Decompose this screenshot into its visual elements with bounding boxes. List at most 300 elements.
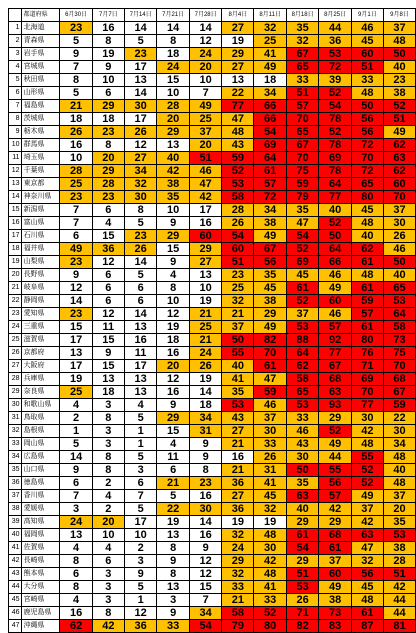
value-cell: 64	[286, 347, 319, 360]
value-cell: 5	[124, 412, 157, 425]
value-cell: 87	[351, 620, 383, 633]
prefecture-name: 神奈川県	[21, 191, 60, 204]
table-row	[9, 347, 416, 360]
value-cell: 61	[286, 282, 319, 295]
prefecture-name: 奈良県	[21, 386, 60, 399]
prefecture-name: 島根県	[21, 425, 60, 438]
value-cell: 52	[319, 87, 352, 100]
value-cell: 65	[286, 126, 319, 139]
value-cell: 81	[383, 620, 415, 633]
value-cell: 23	[124, 230, 157, 243]
table-row	[9, 581, 416, 594]
value-cell: 70	[383, 191, 415, 204]
value-cell: 73	[319, 607, 352, 620]
value-cell: 79	[222, 620, 254, 633]
value-cell: 49	[319, 282, 352, 295]
value-cell: 52	[222, 165, 254, 178]
table-row	[9, 360, 416, 373]
row-index: 30	[9, 399, 22, 412]
value-cell: 10	[157, 87, 190, 100]
value-cell: 15	[92, 230, 124, 243]
value-cell: 30	[124, 191, 157, 204]
value-cell: 35	[157, 191, 190, 204]
value-cell: 17	[124, 360, 157, 373]
value-cell: 22	[383, 412, 415, 425]
value-cell: 50	[351, 100, 383, 113]
value-cell: 29	[319, 516, 352, 529]
prefecture-name: 東京都	[21, 178, 60, 191]
value-cell: 52	[351, 477, 383, 490]
value-cell: 16	[60, 607, 93, 620]
value-cell: 3	[157, 594, 190, 607]
value-cell: 7	[189, 87, 222, 100]
value-cell: 54	[254, 126, 286, 139]
value-cell: 6	[60, 230, 93, 243]
value-cell: 52	[286, 295, 319, 308]
value-cell: 56	[254, 256, 286, 269]
value-cell: 8	[92, 607, 124, 620]
prefecture-name: 宮崎県	[21, 594, 60, 607]
value-cell: 30	[189, 503, 222, 516]
prefecture-name: 秋田県	[21, 74, 60, 87]
prefecture-name: 広島県	[21, 451, 60, 464]
row-index: 33	[9, 438, 22, 451]
value-cell: 5	[124, 503, 157, 516]
value-cell: 21	[222, 438, 254, 451]
value-cell: 4	[157, 269, 190, 282]
value-cell: 12	[92, 256, 124, 269]
value-cell: 30	[286, 451, 319, 464]
row-index: 12	[9, 165, 22, 178]
row-index: 21	[9, 282, 22, 295]
value-cell: 59	[383, 399, 415, 412]
value-cell: 26	[383, 230, 415, 243]
value-cell: 4	[92, 490, 124, 503]
table-row	[9, 191, 416, 204]
value-cell: 3	[92, 568, 124, 581]
value-cell: 54	[319, 100, 352, 113]
value-cell: 20	[157, 360, 190, 373]
value-cell: 62	[383, 139, 415, 152]
prefecture-name: 高知県	[21, 516, 60, 529]
prefecture-name: 石川県	[21, 230, 60, 243]
value-cell: 56	[351, 568, 383, 581]
value-cell: 34	[189, 412, 222, 425]
value-cell: 12	[189, 35, 222, 48]
value-cell: 42	[189, 191, 222, 204]
value-cell: 41	[254, 581, 286, 594]
value-cell: 54	[286, 230, 319, 243]
row-index: 16	[9, 217, 22, 230]
value-cell: 48	[351, 594, 383, 607]
row-index: 8	[9, 113, 22, 126]
value-cell: 1	[124, 425, 157, 438]
prefecture-name: 山梨県	[21, 256, 60, 269]
value-cell: 61	[254, 165, 286, 178]
value-cell: 77	[351, 399, 383, 412]
value-cell: 60	[351, 48, 383, 61]
row-index: 10	[9, 139, 22, 152]
table-row	[9, 607, 416, 620]
value-cell: 78	[319, 113, 352, 126]
value-cell: 67	[254, 243, 286, 256]
value-cell: 48	[351, 269, 383, 282]
value-cell: 19	[254, 516, 286, 529]
value-cell: 28	[60, 165, 93, 178]
prefecture-weekly-table	[8, 8, 416, 633]
value-cell: 24	[189, 347, 222, 360]
value-cell: 8	[157, 35, 190, 48]
value-cell: 40	[157, 152, 190, 165]
value-cell: 11	[157, 451, 190, 464]
value-cell: 27	[222, 490, 254, 503]
date-column-header: 8月11日	[254, 9, 286, 22]
value-cell: 16	[92, 22, 124, 35]
value-cell: 55	[319, 464, 352, 477]
value-cell: 13	[157, 581, 190, 594]
table-row	[9, 477, 416, 490]
value-cell: 6	[60, 477, 93, 490]
value-cell: 45	[351, 35, 383, 48]
value-cell: 27	[222, 61, 254, 74]
value-cell: 20	[189, 139, 222, 152]
value-cell: 42	[319, 503, 352, 516]
value-cell: 58	[286, 373, 319, 386]
value-cell: 18	[60, 113, 93, 126]
prefecture-name: 福井県	[21, 243, 60, 256]
value-cell: 18	[157, 48, 190, 61]
value-cell: 6	[124, 477, 157, 490]
row-index: 41	[9, 542, 22, 555]
header-row	[9, 9, 416, 22]
prefecture-name: 佐賀県	[21, 542, 60, 555]
value-cell: 19	[157, 321, 190, 334]
date-column-header: 7月7日	[92, 9, 124, 22]
value-cell: 8	[60, 555, 93, 568]
prefecture-name: 岩手県	[21, 48, 60, 61]
value-cell: 4	[92, 542, 124, 555]
value-cell: 53	[222, 399, 254, 412]
value-cell: 21	[157, 477, 190, 490]
value-cell: 7	[60, 490, 93, 503]
value-cell: 13	[92, 373, 124, 386]
value-cell: 77	[222, 100, 254, 113]
value-cell: 49	[351, 490, 383, 503]
value-cell: 4	[60, 399, 93, 412]
value-cell: 58	[222, 191, 254, 204]
value-cell: 61	[351, 256, 383, 269]
value-cell: 59	[222, 152, 254, 165]
value-cell: 43	[222, 139, 254, 152]
value-cell: 88	[286, 334, 319, 347]
value-cell: 47	[189, 178, 222, 191]
value-cell: 26	[286, 594, 319, 607]
row-index: 31	[9, 412, 22, 425]
prefecture-name: 兵庫県	[21, 373, 60, 386]
table-row	[9, 48, 416, 61]
value-cell: 57	[254, 178, 286, 191]
value-cell: 49	[319, 438, 352, 451]
table-row	[9, 438, 416, 451]
value-cell: 6	[92, 269, 124, 282]
row-index: 29	[9, 386, 22, 399]
value-cell: 35	[286, 204, 319, 217]
value-cell: 3	[60, 503, 93, 516]
value-cell: 53	[286, 581, 319, 594]
value-cell: 38	[319, 594, 352, 607]
table-row	[9, 321, 416, 334]
value-cell: 29	[319, 412, 352, 425]
table-row	[9, 87, 416, 100]
prefecture-name: 香川県	[21, 490, 60, 503]
value-cell: 1	[124, 438, 157, 451]
value-cell: 92	[319, 334, 352, 347]
value-cell: 53	[319, 48, 352, 61]
value-cell: 48	[383, 451, 415, 464]
value-cell: 1	[60, 425, 93, 438]
table-row	[9, 22, 416, 35]
value-cell: 27	[222, 425, 254, 438]
value-cell: 62	[351, 243, 383, 256]
value-cell: 18	[189, 399, 222, 412]
value-cell: 31	[189, 425, 222, 438]
value-cell: 61	[286, 529, 319, 542]
value-cell: 20	[383, 503, 415, 516]
value-cell: 3	[92, 399, 124, 412]
prefecture-table-container	[8, 8, 416, 633]
value-cell: 19	[60, 373, 93, 386]
value-cell: 19	[222, 516, 254, 529]
table-row	[9, 35, 416, 48]
table-row	[9, 100, 416, 113]
value-cell: 13	[189, 269, 222, 282]
value-cell: 82	[286, 620, 319, 633]
prefecture-name: 埼玉県	[21, 152, 60, 165]
value-cell: 12	[124, 139, 157, 152]
prefecture-name: 鳥取県	[21, 412, 60, 425]
value-cell: 7	[189, 594, 222, 607]
value-cell: 9	[189, 438, 222, 451]
value-cell: 23	[60, 22, 93, 35]
row-index: 15	[9, 204, 22, 217]
value-cell: 50	[222, 334, 254, 347]
value-cell: 30	[351, 412, 383, 425]
table-row	[9, 308, 416, 321]
value-cell: 10	[189, 282, 222, 295]
value-cell: 18	[92, 386, 124, 399]
value-cell: 8	[157, 282, 190, 295]
value-cell: 13	[222, 74, 254, 87]
value-cell: 6	[124, 282, 157, 295]
value-cell: 63	[383, 152, 415, 165]
value-cell: 48	[254, 568, 286, 581]
value-cell: 17	[60, 360, 93, 373]
value-cell: 69	[319, 152, 352, 165]
value-cell: 61	[351, 321, 383, 334]
value-cell: 14	[189, 386, 222, 399]
value-cell: 37	[254, 412, 286, 425]
table-row	[9, 139, 416, 152]
value-cell: 3	[92, 438, 124, 451]
value-cell: 37	[189, 126, 222, 139]
value-cell: 56	[319, 477, 352, 490]
value-cell: 23	[92, 126, 124, 139]
value-cell: 65	[286, 61, 319, 74]
prefecture-name: 静岡県	[21, 295, 60, 308]
value-cell: 40	[286, 503, 319, 516]
value-cell: 8	[92, 464, 124, 477]
value-cell: 42	[254, 555, 286, 568]
value-cell: 35	[222, 386, 254, 399]
table-row	[9, 386, 416, 399]
value-cell: 29	[222, 48, 254, 61]
prefecture-name: 福岡県	[21, 529, 60, 542]
value-cell: 14	[124, 308, 157, 321]
value-cell: 52	[383, 100, 415, 113]
table-row	[9, 373, 416, 386]
value-cell: 60	[189, 230, 222, 243]
value-cell: 8	[92, 412, 124, 425]
value-cell: 9	[157, 399, 190, 412]
value-cell: 2	[124, 542, 157, 555]
row-index: 9	[9, 126, 22, 139]
value-cell: 23	[383, 74, 415, 87]
value-cell: 80	[351, 334, 383, 347]
value-cell: 67	[319, 360, 352, 373]
value-cell: 35	[286, 477, 319, 490]
value-cell: 16	[222, 451, 254, 464]
value-cell: 54	[286, 542, 319, 555]
value-cell: 18	[254, 74, 286, 87]
value-cell: 33	[351, 74, 383, 87]
value-cell: 32	[254, 503, 286, 516]
value-cell: 15	[92, 334, 124, 347]
value-cell: 42	[92, 620, 124, 633]
table-row	[9, 126, 416, 139]
value-cell: 8	[189, 464, 222, 477]
table-row	[9, 451, 416, 464]
value-cell: 37	[222, 321, 254, 334]
value-cell: 52	[319, 425, 352, 438]
prefecture-name: 福島県	[21, 100, 60, 113]
value-cell: 6	[92, 204, 124, 217]
prefecture-name: 滋賀県	[21, 334, 60, 347]
value-cell: 17	[124, 113, 157, 126]
table-row	[9, 425, 416, 438]
row-index: 13	[9, 178, 22, 191]
value-cell: 50	[319, 230, 352, 243]
value-cell: 5	[60, 35, 93, 48]
value-cell: 5	[124, 217, 157, 230]
value-cell: 15	[60, 321, 93, 334]
value-cell: 51	[286, 87, 319, 100]
value-cell: 38	[254, 295, 286, 308]
value-cell: 6	[92, 282, 124, 295]
value-cell: 10	[157, 204, 190, 217]
value-cell: 14	[124, 22, 157, 35]
value-cell: 66	[254, 113, 286, 126]
table-row	[9, 256, 416, 269]
table-row	[9, 61, 416, 74]
table-row	[9, 594, 416, 607]
value-cell: 46	[319, 308, 352, 321]
value-cell: 69	[351, 373, 383, 386]
value-cell: 6	[92, 87, 124, 100]
value-cell: 46	[254, 399, 286, 412]
value-cell: 46	[286, 425, 319, 438]
value-cell: 53	[383, 295, 415, 308]
value-cell: 49	[189, 100, 222, 113]
value-cell: 48	[351, 438, 383, 451]
value-cell: 8	[60, 581, 93, 594]
table-row	[9, 568, 416, 581]
value-cell: 4	[60, 594, 93, 607]
value-cell: 49	[254, 321, 286, 334]
value-cell: 72	[351, 165, 383, 178]
value-cell: 59	[286, 178, 319, 191]
value-cell: 18	[92, 113, 124, 126]
value-cell: 25	[222, 282, 254, 295]
value-cell: 71	[351, 360, 383, 373]
value-cell: 32	[351, 555, 383, 568]
value-cell: 9	[60, 48, 93, 61]
table-row	[9, 165, 416, 178]
prefecture-name: 岐阜県	[21, 282, 60, 295]
value-cell: 44	[383, 594, 415, 607]
value-cell: 10	[92, 529, 124, 542]
table-row	[9, 204, 416, 217]
value-cell: 6	[124, 295, 157, 308]
value-cell: 64	[319, 243, 352, 256]
value-cell: 13	[124, 386, 157, 399]
table-row	[9, 243, 416, 256]
value-cell: 64	[319, 178, 352, 191]
value-cell: 37	[383, 204, 415, 217]
value-cell: 30	[383, 425, 415, 438]
date-column-header: 9月8日	[383, 9, 415, 22]
value-cell: 14	[189, 516, 222, 529]
value-cell: 25	[189, 321, 222, 334]
prefecture-name: 熊本県	[21, 568, 60, 581]
value-cell: 60	[319, 295, 352, 308]
value-cell: 57	[286, 100, 319, 113]
value-cell: 51	[383, 113, 415, 126]
row-index: 35	[9, 464, 22, 477]
value-cell: 13	[157, 139, 190, 152]
value-cell: 29	[286, 516, 319, 529]
value-cell: 29	[189, 243, 222, 256]
table-row	[9, 282, 416, 295]
row-index: 32	[9, 425, 22, 438]
value-cell: 23	[60, 308, 93, 321]
table-row	[9, 74, 416, 87]
value-cell: 27	[189, 256, 222, 269]
value-cell: 42	[383, 581, 415, 594]
value-cell: 64	[254, 152, 286, 165]
value-cell: 5	[124, 35, 157, 48]
value-cell: 56	[351, 126, 383, 139]
value-cell: 53	[286, 321, 319, 334]
value-cell: 41	[254, 477, 286, 490]
value-cell: 67	[286, 48, 319, 61]
value-cell: 12	[124, 607, 157, 620]
value-cell: 12	[92, 308, 124, 321]
value-cell: 25	[189, 113, 222, 126]
value-cell: 60	[222, 243, 254, 256]
value-cell: 76	[351, 347, 383, 360]
value-cell: 46	[319, 269, 352, 282]
table-row	[9, 399, 416, 412]
